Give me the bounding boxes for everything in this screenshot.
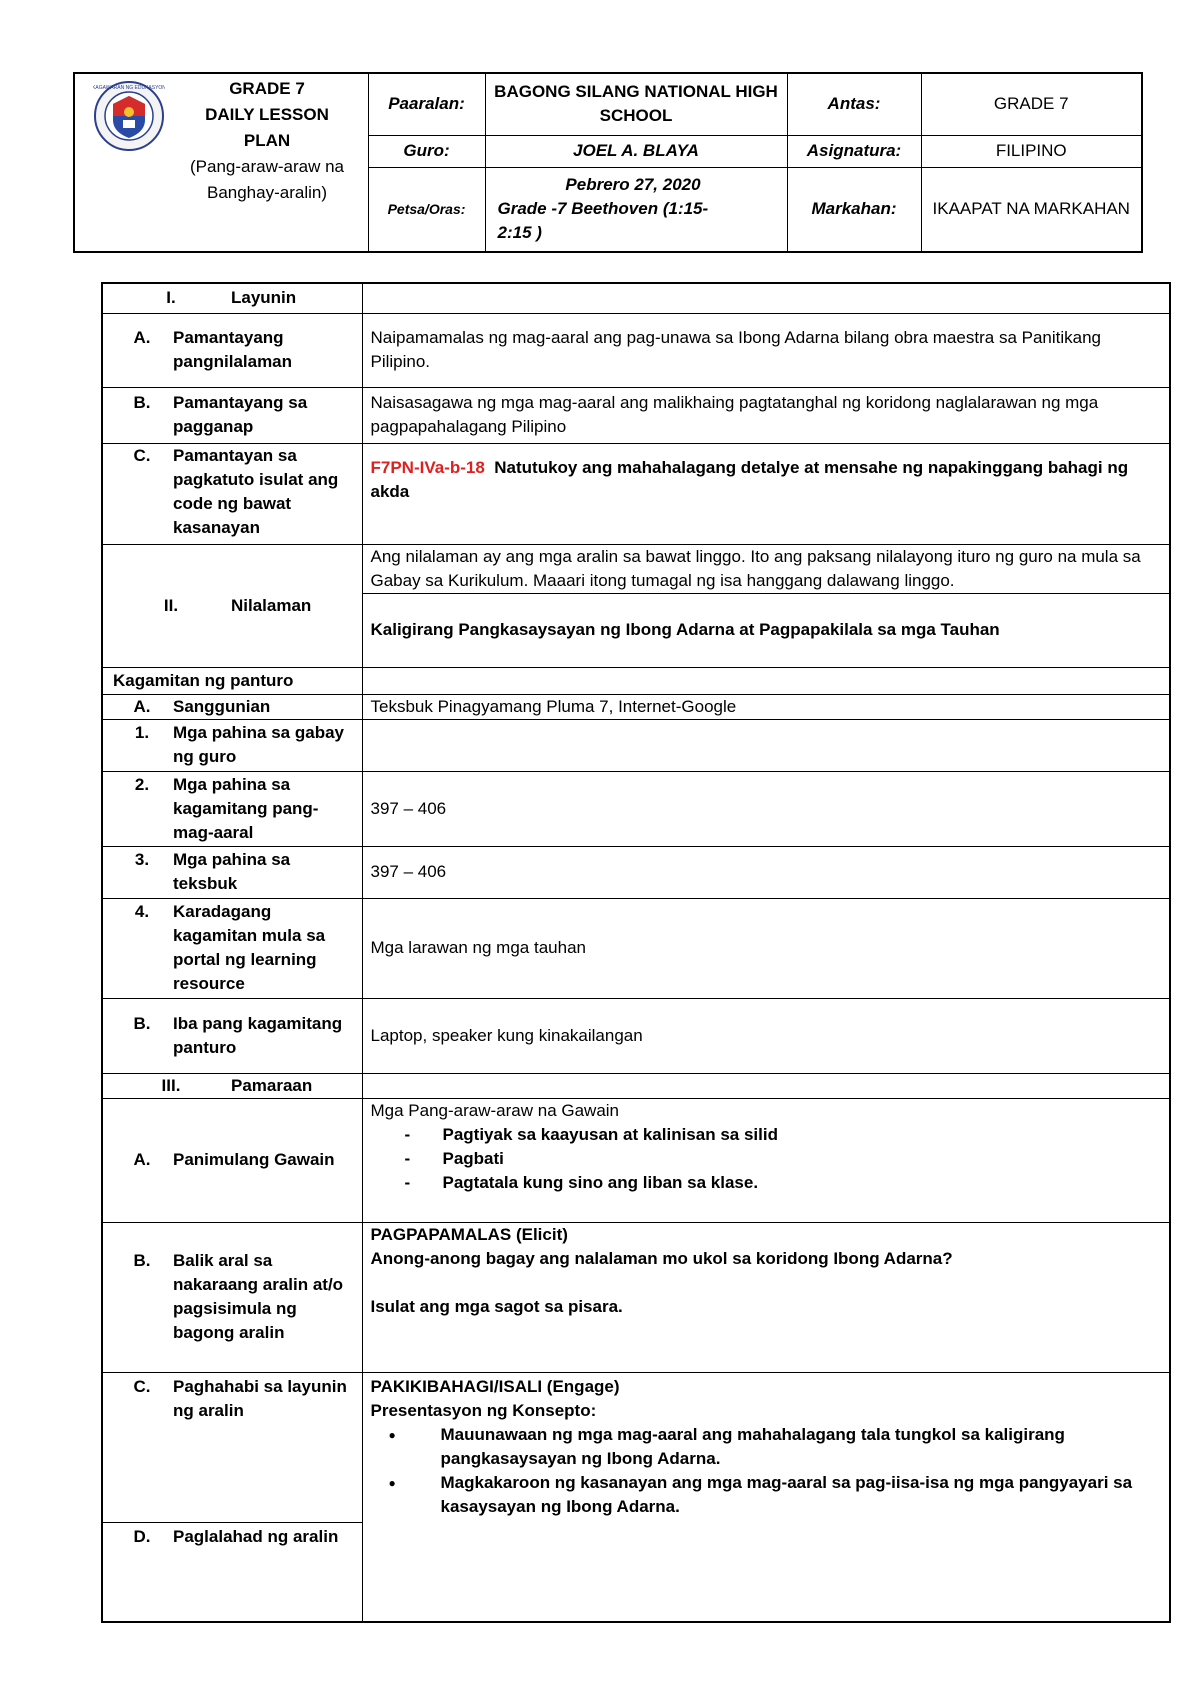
antas-value: GRADE 7 (921, 73, 1142, 135)
row-pamantayang-pagganap (102, 387, 1170, 443)
layunin-b-label: Pamantayang sa pagganap (173, 393, 308, 436)
layunin-b-value: Naisasagawa ng mga mag-aaral ang malikhaing pagtatanghal ng koridong naglalarawan ng mga pagpapahalagang Pilipino (362, 387, 1170, 443)
plan-grade: GRADE 7 (229, 79, 305, 98)
row-iba-pang-kagamitan (102, 998, 1170, 1073)
row-kagamitan (102, 667, 1170, 694)
paaralan-value: BAGONG SILANG NATIONAL HIGH SCHOOL (485, 73, 787, 135)
plan-title-2: PLAN (243, 131, 291, 150)
svg-text:KAGAWARAN NG EDUKASYON: KAGAWARAN NG EDUKASYON (93, 85, 165, 91)
gawain-item: - Pagbati (405, 1147, 1162, 1171)
pamaraan-c-label: Paghahabi sa layunin ng aralin (173, 1376, 347, 1420)
row-pamantayan-pagkatuto (102, 443, 1170, 544)
layunin-num: I. (166, 288, 176, 308)
pamaraan-d-num: D. (133, 1526, 151, 1546)
kagamitan-a-label: Sanggunian (173, 696, 271, 716)
layunin-a-num: A. (133, 328, 151, 347)
petsa-time: 2:15 ) (497, 223, 542, 243)
pamaraan-c-cell (362, 1372, 1170, 1622)
petsa-label: Petsa/Oras: (368, 167, 485, 252)
petsa-date: Pebrero 27, 2020 (565, 175, 701, 195)
kagamitan-i4-num: 4. (134, 902, 150, 921)
pamaraan-b-num: B. (133, 1251, 151, 1270)
row-gabay-guro (102, 719, 1170, 771)
row-panimulang-gawain (102, 1098, 1170, 1222)
layunin-c-label: Pamantayan sa pagkatuto isulat ang code ng bawat kasanayan (173, 445, 339, 537)
row-nilalaman-note (102, 544, 1170, 593)
antas-label: Antas: (787, 73, 921, 135)
pamaraan-a-heading: Mga Pang-araw-araw na Gawain (370, 1100, 620, 1120)
kagamitan-i3-value: 397 – 406 (362, 846, 1170, 898)
pamaraan-num: III. (161, 1075, 181, 1095)
markahan-label: Markahan: (787, 167, 921, 252)
competency-text: Natutukoy ang mahahalagang detalye at mensahe ng napakinggang bahagi ng akda (370, 457, 1129, 501)
plan-subtitle-2: Banghay-aralin) (206, 183, 327, 202)
pamaraan-b-cell (362, 1222, 1170, 1372)
kagamitan-a-value: Teksbuk Pinagyamang Pluma 7, Internet-Google (362, 694, 1170, 719)
gawain-item: - Pagtatala kung sino ang liban sa klase. (405, 1171, 1162, 1195)
kagamitan-b-num: B. (133, 1013, 151, 1033)
header-table (73, 72, 1143, 253)
header-title-cell (74, 73, 368, 252)
nilalaman-num: II. (163, 595, 179, 615)
deped-seal-logo (93, 80, 165, 152)
row-balik-aral (102, 1222, 1170, 1372)
kagamitan-a-num: A. (133, 696, 151, 716)
layunin-b-num: B. (133, 393, 151, 412)
kagamitan-i4-value: Mga larawan ng mga tauhan (362, 898, 1170, 998)
row-sanggunian (102, 694, 1170, 719)
nilalaman-value: Kaligirang Pangkasaysayan ng Ibong Adarna at Pagpapakilala sa mga Tauhan (362, 593, 1170, 667)
kagamitan-label: Kagamitan ng panturo (102, 667, 362, 694)
kagamitan-i1-value (362, 719, 1170, 771)
plan-subtitle-1: (Pang-araw-araw na (189, 157, 344, 176)
elicit-question: Anong-anong bagay ang nalalaman mo ukol sa koridong Ibong Adarna? (370, 1248, 953, 1268)
row-layunin (102, 283, 1170, 313)
pamaraan-label: Pamaraan (231, 1075, 313, 1095)
row-kagamitang-mag-aaral (102, 771, 1170, 846)
kagamitan-i1-label: Mga pahina sa gabay ng guro (173, 723, 344, 766)
layunin-label: Layunin (231, 288, 297, 308)
kagamitan-i2-label: Mga pahina sa kagamitang pang-mag-aaral (173, 774, 319, 842)
petsa-value (485, 167, 787, 252)
plan-title: DAILY LESSON (205, 105, 329, 124)
nilalaman-note: Ang nilalaman ay ang mga aralin sa bawat linggo. Ito ang paksang nilalayong ituro ng guro na mula sa Gabay sa Kurikulum. Maaari itong tumagal ng isa hanggang dalawang linggo. (362, 544, 1170, 593)
kagamitan-b-label: Iba pang kagamitang panturo (173, 1013, 343, 1057)
asignatura-value: FILIPINO (921, 135, 1142, 167)
row-teksbuk (102, 846, 1170, 898)
layunin-a-label: Pamantayang pangnilalaman (173, 328, 293, 371)
kagamitan-b-value: Laptop, speaker kung kinakailangan (362, 998, 1170, 1073)
kagamitan-i3-num: 3. (134, 850, 150, 869)
markahan-value: IKAAPAT NA MARKAHAN (921, 167, 1142, 252)
layunin-a-value: Naipamamalas ng mag-aaral ang pag-unawa sa Ibong Adarna bilang obra maestra sa Panitikang Pilipino. (362, 313, 1170, 387)
engage-subheading: Presentasyon ng Konsepto: (370, 1400, 597, 1420)
row-karagdagang-kagamitan (102, 898, 1170, 998)
engage-heading: PAKIKIBAHAGI/ISALI (Engage) (370, 1376, 620, 1396)
kagamitan-i2-value: 397 – 406 (362, 771, 1170, 846)
kagamitan-i1-num: 1. (134, 723, 150, 742)
lesson-table (101, 282, 1171, 1623)
competency-code: F7PN-IVa-b-18 (370, 457, 485, 477)
row-pamantayang-pangnilalaman (102, 313, 1170, 387)
pamaraan-a-cell (362, 1098, 1170, 1222)
engage-list (371, 1423, 1162, 1519)
paaralan-label: Paaralan: (368, 73, 485, 135)
pamaraan-c-num: C. (133, 1376, 151, 1396)
pamaraan-a-label: Panimulang Gawain (173, 1150, 335, 1169)
gawain-list (371, 1123, 1162, 1195)
asignatura-label: Asignatura: (787, 135, 921, 167)
engage-item: ● Mauunawaan ng mga mag-aaral ang mahahalagang tala tungkol sa kaligirang pangkasaysayan ng Ibong Adarna. (389, 1423, 1162, 1471)
layunin-c-cell (362, 443, 1170, 544)
elicit-instruction: Isulat ang mga sagot sa pisara. (370, 1296, 623, 1316)
petsa-class: Grade -7 Beethoven (1:15- (497, 199, 709, 219)
pamaraan-a-num: A. (133, 1150, 151, 1169)
guro-label: Guro: (368, 135, 485, 167)
pamaraan-d-label: Paglalahad ng aralin (173, 1526, 339, 1546)
row-paghahabi (102, 1372, 1170, 1522)
gawain-item: - Pagtiyak sa kaayusan at kalinisan sa silid (405, 1123, 1162, 1147)
guro-value: JOEL A. BLAYA (485, 135, 787, 167)
elicit-heading: PAGPAPAMALAS (Elicit) (370, 1224, 568, 1244)
pamaraan-b-label: Balik aral sa nakaraang aralin at/o pagsisimula ng bagong aralin (173, 1251, 344, 1342)
kagamitan-i2-num: 2. (134, 774, 150, 794)
layunin-c-num: C. (133, 445, 151, 465)
row-pamaraan (102, 1073, 1170, 1098)
engage-item: ● Magkakaroon ng kasanayan ang mga mag-aaral sa pag-iisa-isa ng mga pangyayari sa kasaysayan ng Ibong Adarna. (389, 1471, 1162, 1519)
kagamitan-i4-label: Karadagang kagamitan mula sa portal ng learning resource (173, 902, 326, 993)
nilalaman-label: Nilalaman (231, 595, 312, 615)
kagamitan-i3-label: Mga pahina sa teksbuk (173, 850, 291, 893)
